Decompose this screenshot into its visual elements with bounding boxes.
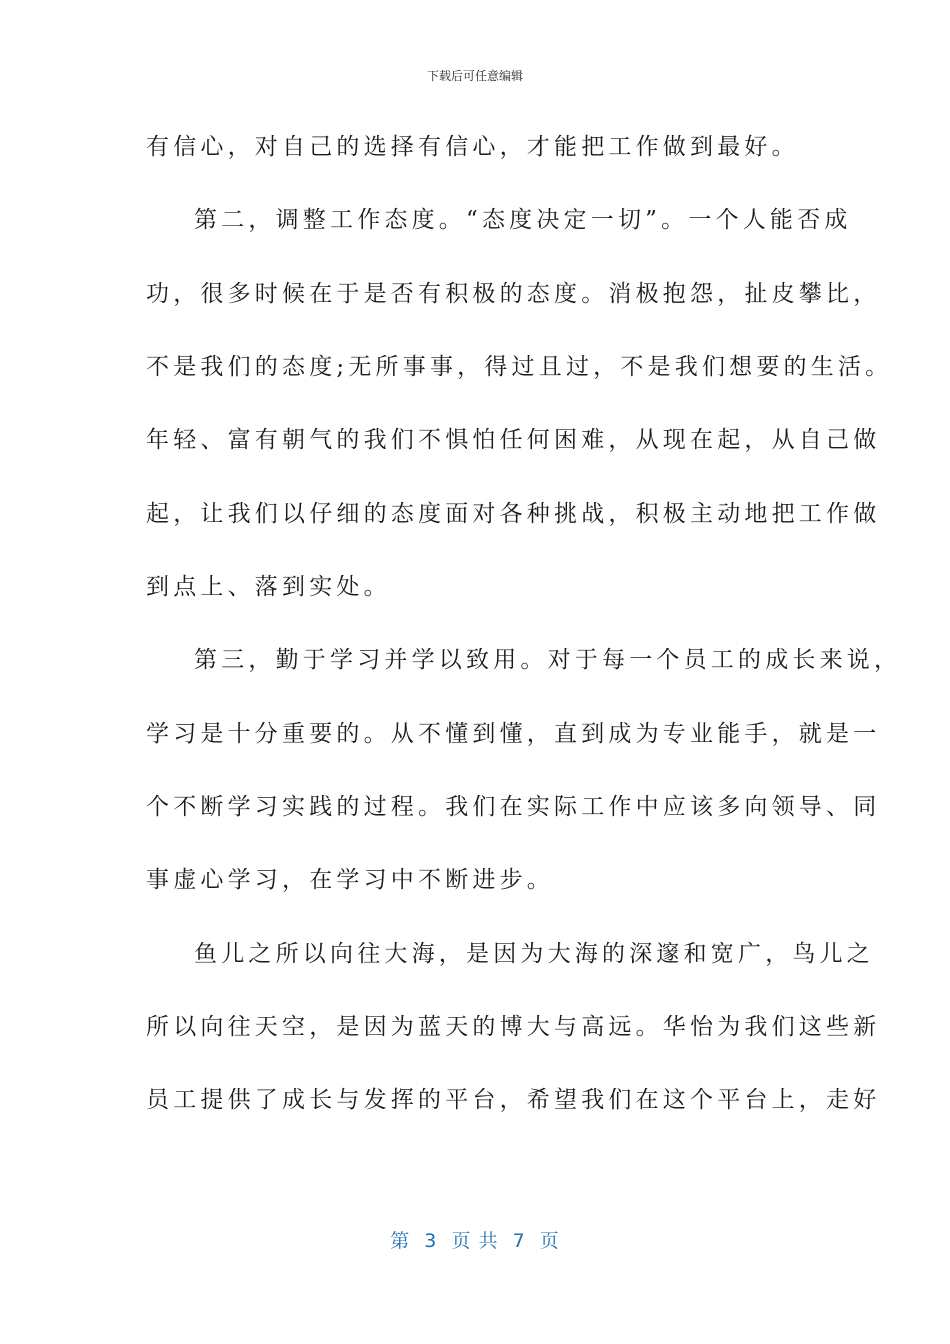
text-line: 年轻、富有朝气的我们不惧怕任何困难，从现在起，从自己做 xyxy=(146,427,881,454)
text-line: 不是我们的态度;无所事事，得过且过，不是我们想要的生活。 xyxy=(146,354,893,381)
page-number-footer: 第 3 页 共 7 页 xyxy=(390,1230,560,1252)
text-line: 有信心，对自己的选择有信心，才能把工作做到最好。 xyxy=(146,134,799,160)
text-line: 员工提供了成长与发挥的平台，希望我们在这个平台上，走好 xyxy=(146,1087,881,1114)
text-line: 事虚心学习，在学习中不断进步。 xyxy=(146,867,554,894)
paragraph-start-line: 第二，调整工作态度。“态度决定一切”。一个人能否成 xyxy=(194,207,852,234)
text-line: 到点上、落到实处。 xyxy=(146,574,391,601)
page-header-note: 下载后可任意编辑 xyxy=(426,69,523,83)
paragraph-start-line: 第三，勤于学习并学以致用。对于每一个员工的成长来说， xyxy=(194,647,902,674)
document-body xyxy=(146,123,902,1150)
paragraph-start-line: 鱼儿之所以向往大海，是因为大海的深邃和宽广，鸟儿之 xyxy=(194,940,874,967)
text-line: 所以向往天空，是因为蓝天的博大与高远。华怡为我们这些新 xyxy=(146,1014,881,1041)
text-line: 起，让我们以仔细的态度面对各种挑战，积极主动地把工作做 xyxy=(146,500,881,527)
text-line: 功，很多时候在于是否有积极的态度。消极抱怨，扯皮攀比， xyxy=(146,280,881,307)
text-line: 个不断学习实践的过程。我们在实际工作中应该多向领导、同 xyxy=(146,794,881,821)
text-line: 学习是十分重要的。从不懂到懂，直到成为专业能手，就是一 xyxy=(146,720,881,747)
